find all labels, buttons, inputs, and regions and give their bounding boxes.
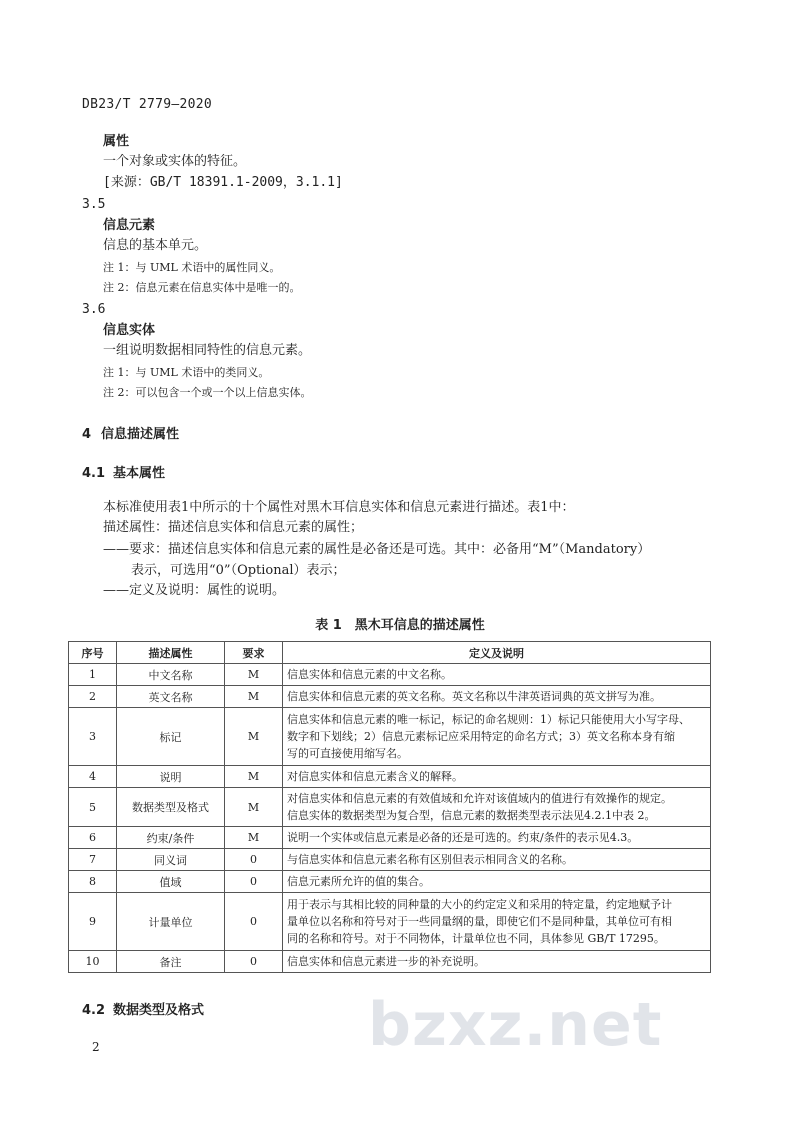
watermark-text: bzxz.net [368,990,663,1060]
table-row [69,849,711,871]
definition-line: 数字和下划线；2）信息元素标记应采用特定的命名方式；3）英文名称本身有缩 [287,730,675,743]
table-row [69,871,711,893]
cell-requirement: M [225,664,283,686]
section-4-1-intro: 本标准使用表1中所示的十个属性对黑木耳信息实体和信息元素进行描述。表1中： [103,500,575,515]
section-4-2-number: 4.2 [82,1003,106,1018]
cell-no: 8 [69,871,117,893]
cell-definition [283,849,711,871]
term-note-1-info-element: 注 1：与 UML 术语中的属性同义。 [103,261,281,274]
table-row [69,766,711,788]
cell-requirement: M [225,766,283,788]
definition-line: 与信息实体和信息元素名称有区别但表示相同含义的名称。 [287,853,573,866]
cell-no: 2 [69,686,117,708]
term-source-attribute: [来源：GB/T 18391.1-2009，3.1.1] [103,175,343,190]
term-name-info-entity: 信息实体 [103,323,156,338]
cell-no: 10 [69,951,117,973]
table-header-row [69,642,711,664]
section-4-title: 信息描述属性 [101,427,180,442]
cell-requirement: 0 [225,893,283,951]
table-row [69,708,711,766]
definition-line: 信息元素所允许的值的集合。 [287,875,430,888]
cell-attribute: 中文名称 [117,664,225,686]
cell-attribute: 英文名称 [117,686,225,708]
cell-requirement: M [225,827,283,849]
definition-line: 信息实体和信息元素的中文名称。 [287,668,452,681]
term-note-1-info-entity: 注 1：与 UML 术语中的类同义。 [103,366,270,379]
term-name-info-element: 信息元素 [103,218,156,233]
header-definition: 定义及说明 [283,642,711,664]
cell-requirement: 0 [225,871,283,893]
header-requirement: 要求 [225,642,283,664]
term-definition-attribute: 一个对象或实体的特征。 [103,154,247,169]
cell-definition [283,664,711,686]
cell-requirement: M [225,686,283,708]
cell-no: 9 [69,893,117,951]
section-4-number: 4 [82,427,92,442]
section-4-1-number: 4.1 [82,466,106,481]
cell-definition [283,951,711,973]
cell-no: 3 [69,708,117,766]
cell-no: 5 [69,788,117,827]
term-note-2-info-element: 注 2：信息元素在信息实体中是唯一的。 [103,281,301,294]
cell-attribute: 数据类型及格式 [117,788,225,827]
cell-definition [283,827,711,849]
cell-attribute: 说明 [117,766,225,788]
cell-requirement: 0 [225,951,283,973]
definition-line: 写的可直接使用缩写名。 [287,747,408,760]
cell-requirement: M [225,708,283,766]
definition-line: 信息实体和信息元素的唯一标记，标记的命名规则：1）标记只能使用大小写字母、 [287,713,690,726]
table-row [69,664,711,686]
attributes-table [68,641,711,973]
definition-line: 信息实体和信息元素进一步的补充说明。 [287,955,485,968]
definition-line: 量单位以名称和符号对于一些同量纲的量，即使它们不是同种量，其单位可有相 [287,915,672,928]
term-number-3-5: 3.5 [82,197,106,212]
cell-definition [283,788,711,827]
table-row [69,893,711,951]
term-name-attribute: 属性 [103,134,130,149]
table-caption: 表 1 黑木耳信息的描述属性 [315,618,485,633]
definition-line: 对信息实体和信息元素含义的解释。 [287,770,463,783]
cell-definition [283,871,711,893]
table-row [69,788,711,827]
definition-line: 信息实体和信息元素的英文名称。英文名称以牛津英语词典的英文拼写为准。 [287,690,661,703]
list-item-definition: ——定义及说明：属性的说明。 [103,583,286,598]
header-attribute: 描述属性 [117,642,225,664]
term-note-2-info-entity: 注 2：可以包含一个或一个以上信息实体。 [103,386,312,399]
header-no: 序号 [69,642,117,664]
term-number-3-6: 3.6 [82,302,106,317]
definition-line: 同的名称和符号。对于不同物体，计量单位也不同，具体参见 GB/T 17295。 [287,932,665,945]
term-definition-info-element: 信息的基本单元。 [103,238,208,253]
definition-line: 信息实体的数据类型为复合型，信息元素的数据类型表示法见4.2.1中表 2。 [287,809,656,822]
cell-attribute: 同义词 [117,849,225,871]
definition-line: 说明一个实体或信息元素是必备的还是可选的。约束/条件的表示见4.3。 [287,831,639,844]
list-item-requirement-cont: 表示，可选用“0”（Optional）表示； [131,563,346,578]
page-number: 2 [92,1040,100,1054]
table-row [69,827,711,849]
cell-definition [283,686,711,708]
cell-no: 1 [69,664,117,686]
table-row [69,951,711,973]
list-item-requirement: ——要求：描述信息实体和信息元素的属性是必备还是可选。其中：必备用“M”（Mandatory） [103,542,651,557]
cell-definition [283,893,711,951]
cell-no: 6 [69,827,117,849]
section-4-1-title: 基本属性 [113,466,166,481]
cell-attribute: 标记 [117,708,225,766]
cell-requirement: M [225,788,283,827]
cell-attribute: 约束/条件 [117,827,225,849]
cell-attribute: 值域 [117,871,225,893]
table-row [69,686,711,708]
cell-definition [283,708,711,766]
standard-code: DB23/T 2779—2020 [82,97,213,112]
cell-no: 4 [69,766,117,788]
section-4-2-title: 数据类型及格式 [113,1003,205,1018]
definition-line: 对信息实体和信息元素的有效值域和允许对该值域内的值进行有效操作的规定。 [287,792,672,805]
term-definition-info-entity: 一组说明数据相同特性的信息元素。 [103,343,312,358]
cell-definition [283,766,711,788]
cell-attribute: 计量单位 [117,893,225,951]
list-item-descriptive-attribute: 描述属性：描述信息实体和信息元素的属性； [103,520,364,535]
cell-no: 7 [69,849,117,871]
cell-requirement: 0 [225,849,283,871]
definition-line: 用于表示与其相比较的同种量的大小的约定定义和采用的特定量，约定地赋予计 [287,898,672,911]
cell-attribute: 备注 [117,951,225,973]
